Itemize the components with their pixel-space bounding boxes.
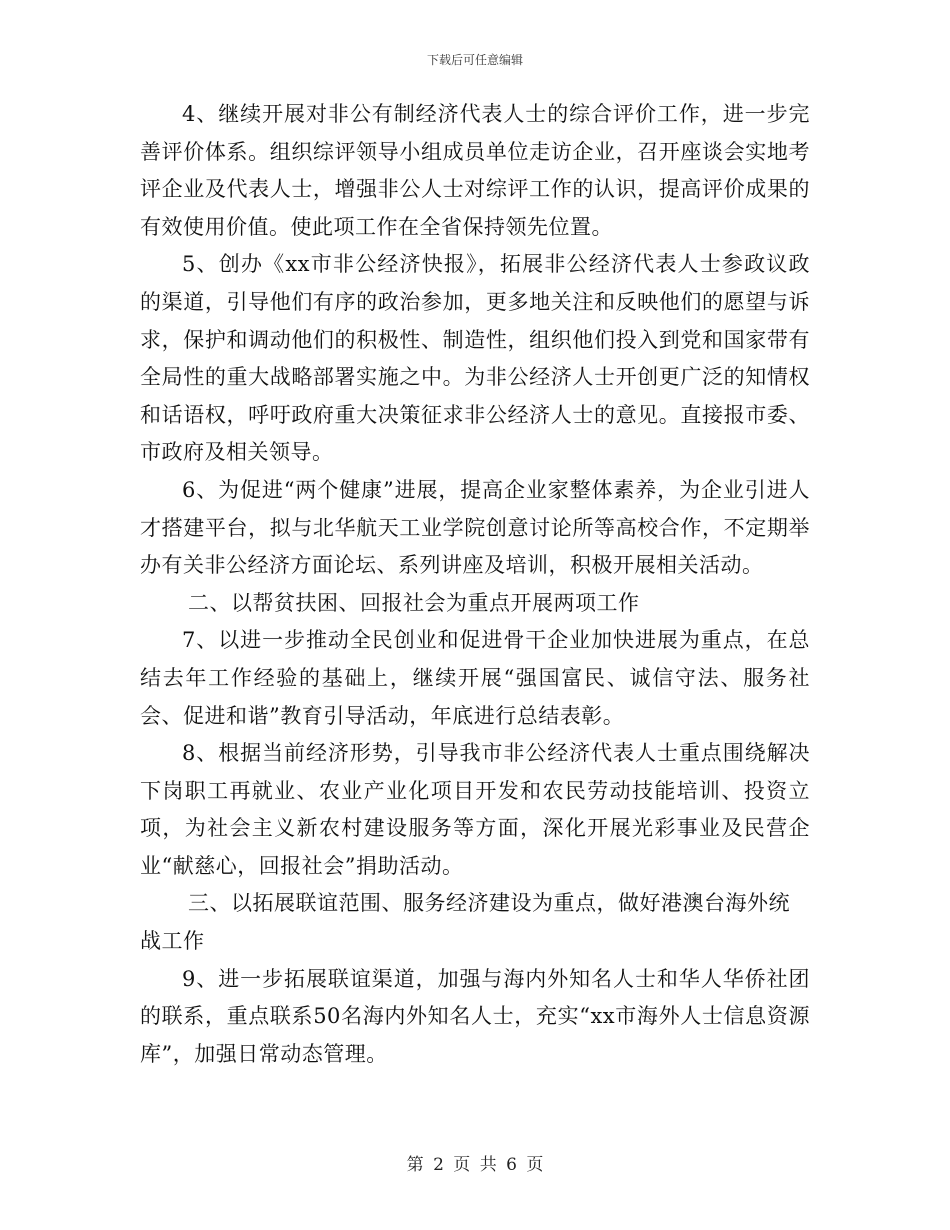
- paragraph-item-9: 9、进一步拓展联谊渠道，加强与海内外知名人士和华人华侨社团的联系，重点联系50名海内外知名人士，充实“xx市海外人士信息资源库”，加强日常动态管理。: [140, 966, 810, 1066]
- section-heading-2: 二、以帮贫扶困、回报社会为重点开展两项工作: [188, 590, 640, 615]
- paragraph-item-7: 7、以进一步推动全民创业和促进骨干企业加快进展为重点，在总结去年工作经验的基础上，继续开展“强国富民、诚信守法、服务社会、促进和谐”教育引导活动，年底进行总结表彰。: [140, 628, 810, 728]
- paragraph-item-5: 5、创办《xx市非公经济快报》，拓展非公经济代表人士参政议政的渠道，引导他们有序的政治参加，更多地关注和反映他们的愿望与诉求，保护和调动他们的积极性、制造性，组织他们投入到党和国家带有全局性的重大战略部署实施之中。为非公经济人士开创更广泛的知情权和话语权，呼吁政府重大决策征求非公经济人士的意见。直接报市委、市政府及相关领导。: [140, 252, 810, 465]
- paragraph-item-4: 4、继续开展对非公有制经济代表人士的综合评价工作，进一步完善评价体系。组织综评领导小组成员单位走访企业，召开座谈会实地考评企业及代表人士，增强非公人士对综评工作的认识，提高评价成果的有效使用价值。使此项工作在全省保持领先位置。: [140, 102, 810, 239]
- page-header: 下载后可任意编辑: [426, 53, 523, 67]
- paragraph-item-6: 6、为促进“两个健康”进展，提高企业家整体素养，为企业引进人才搭建平台，拟与北华航天工业学院创意讨论所等高校合作，不定期举办有关非公经济方面论坛、系列讲座及培训，积极开展相关活动。: [140, 477, 810, 578]
- page-number-footer: 第 2 页 共 6 页: [406, 1155, 544, 1175]
- document-body: [140, 96, 810, 1073]
- paragraph-item-8: 8、根据当前经济形势，引导我市非公经济代表人士重点围绕解决下岗职工再就业、农业产业化项目开发和农民劳动技能培训、投资立项，为社会主义新农村建设服务等方面，深化开展光彩事业及民营企业“献慈心，回报社会”捐助活动。: [140, 741, 810, 878]
- section-heading-3: 三、以拓展联谊范围、服务经济建设为重点，做好港澳台海外统战工作: [140, 891, 790, 954]
